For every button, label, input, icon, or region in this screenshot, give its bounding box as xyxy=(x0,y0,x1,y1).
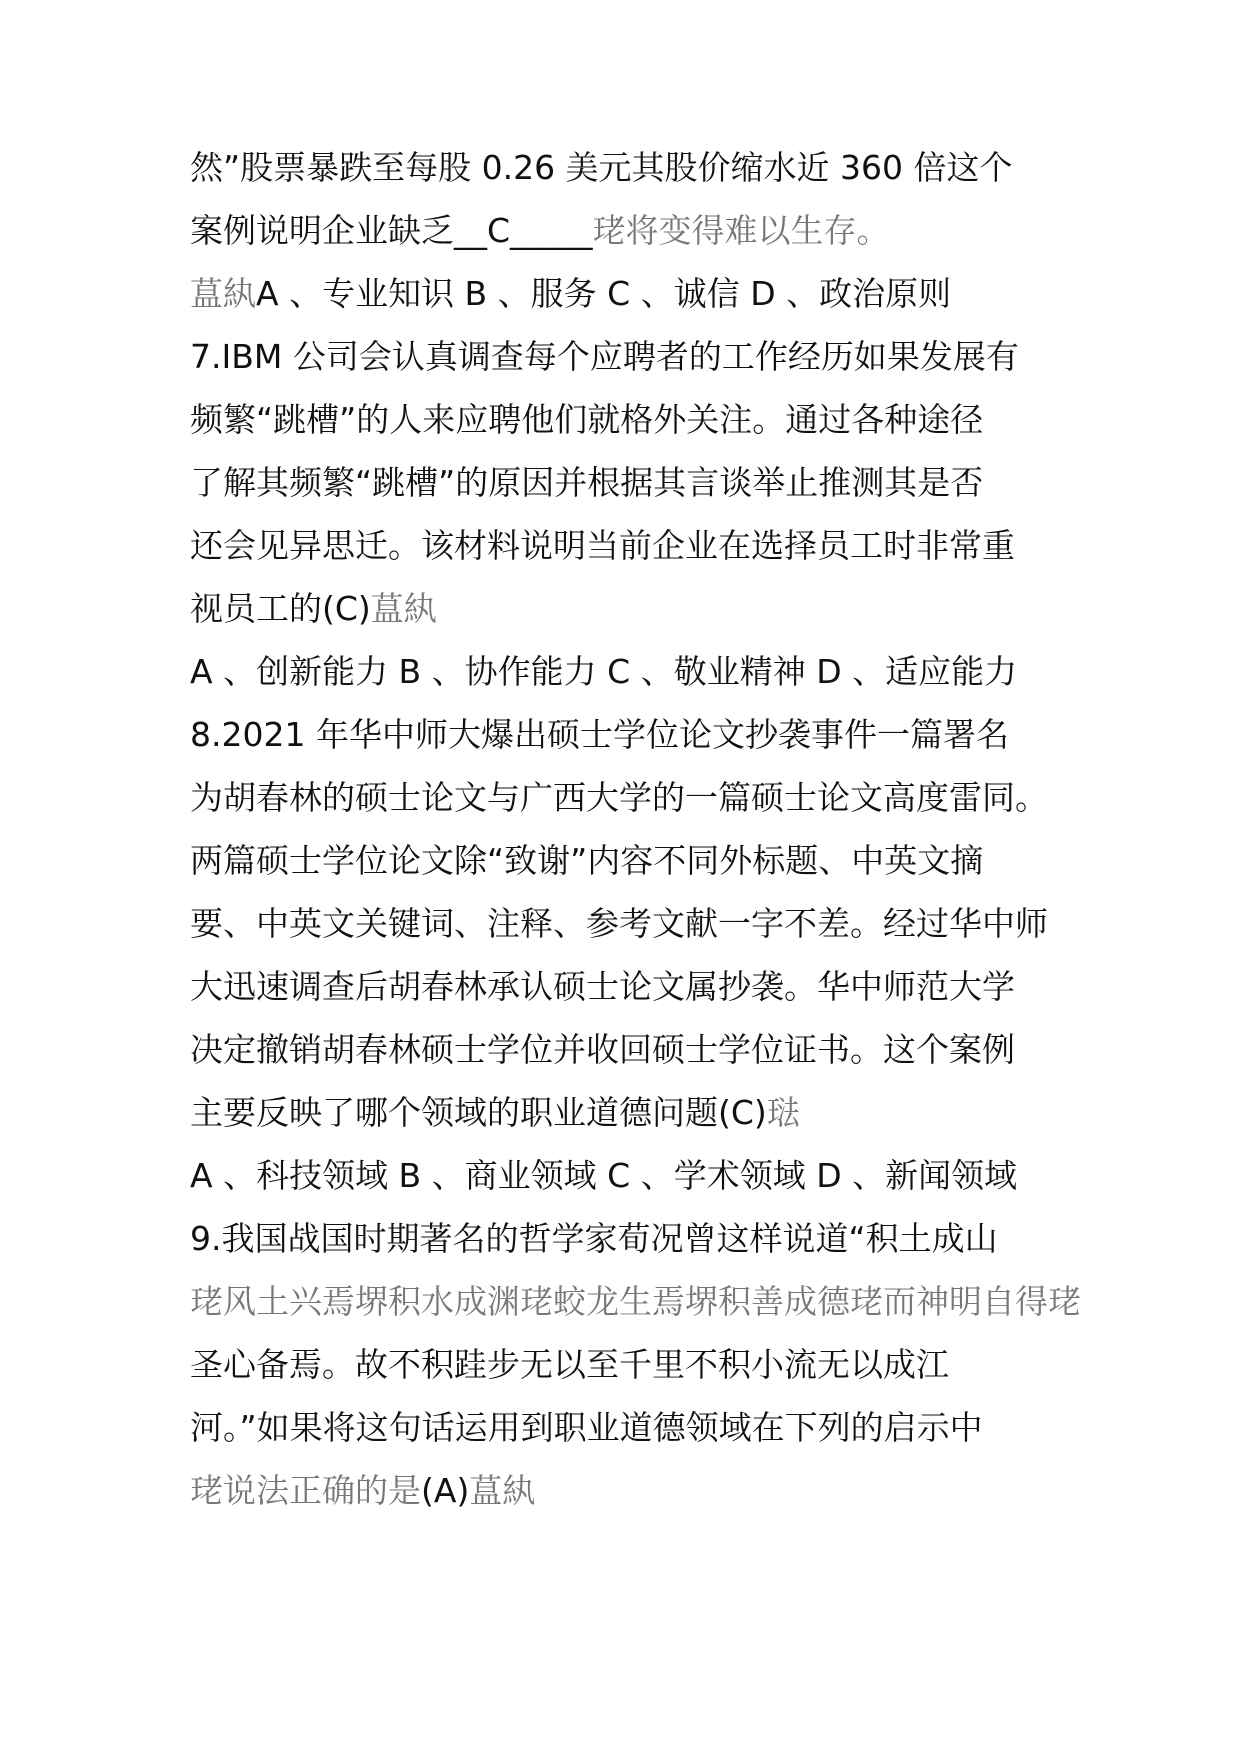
text-segment: 主要反映了哪个领域的职业道德问题(C) xyxy=(190,1093,767,1132)
text-segment: 了解其频繁“跳槽”的原因并根据其言谈举止推测其是否 xyxy=(190,463,984,502)
text-line xyxy=(190,1471,535,1511)
text-segment: 要、中英文关键词、注释、参考文献一字不差。经过华中师 xyxy=(190,904,1048,943)
text-line xyxy=(190,1282,1081,1322)
text-segment: 为胡春林的硕士论文与广西大学的一篇硕士论文高度雷同。 xyxy=(190,778,1048,817)
text-segment: 珯将变得难以生存。 xyxy=(592,211,890,250)
text-segment: 频繁“跳槽”的人来应聘他们就格外关注。通过各种途径 xyxy=(190,400,984,439)
text-line xyxy=(190,211,890,251)
text-segment: (A) xyxy=(421,1471,470,1510)
text-line xyxy=(190,967,1015,1007)
text-line xyxy=(190,400,983,440)
text-line xyxy=(190,148,1013,188)
text-line xyxy=(190,715,1009,755)
text-segment: A 、专业知识 B 、服务 C 、诚信 D 、政治原则 xyxy=(256,274,952,313)
text-segment: 蒀紈 xyxy=(469,1471,536,1510)
text-segment: A 、科技领域 B 、商业领域 C 、学术领域 D 、新闻领域 xyxy=(190,1156,1018,1195)
text-segment: 7.IBM 公司会认真调查每个应聘者的工作经历如果发展有 xyxy=(190,337,1019,376)
text-segment: 9.我国战国时期著名的哲学家荀况曾这样说道“积土成山 xyxy=(190,1219,998,1258)
text-line xyxy=(190,589,437,629)
text-segment: 然”股票暴跌至每股 0.26 美元其股价缩水近 360 倍这个 xyxy=(190,148,1013,187)
text-segment: 河。”如果将这句话运用到职业道德领域在下列的启示中 xyxy=(190,1408,983,1447)
text-segment: 8.2021 年华中师大爆出硕士学位论文抄袭事件一篇署名 xyxy=(190,715,1009,754)
text-segment: 圣心备焉。故不积跬步无以至千里不积小流无以成江 xyxy=(190,1345,949,1384)
text-segment: 案例说明企业缺乏__C_____ xyxy=(190,211,593,250)
text-line xyxy=(190,337,1019,377)
text-line xyxy=(190,1219,998,1259)
text-line xyxy=(190,1408,983,1448)
text-segment: 珯风土兴焉堺积水成渊珯蛟龙生焉堺积善成德珯而神明自得珯 xyxy=(190,1282,1081,1321)
text-segment: 珯说法正确的是 xyxy=(190,1471,421,1510)
text-line xyxy=(190,1030,1015,1070)
text-segment: 视员工的(C) xyxy=(190,589,371,628)
text-line xyxy=(190,841,983,881)
text-line xyxy=(190,904,1048,944)
text-line xyxy=(190,652,1017,692)
text-segment: 蒀紈 xyxy=(370,589,437,628)
text-segment: 大迅速调查后胡春林承认硕士论文属抄袭。华中师范大学 xyxy=(190,967,1015,1006)
text-line xyxy=(190,526,1015,566)
text-line xyxy=(190,274,951,314)
text-segment: 琺 xyxy=(766,1093,800,1132)
text-segment: 还会见异思迁。该材料说明当前企业在选择员工时非常重 xyxy=(190,526,1015,565)
text-line xyxy=(190,463,983,503)
text-segment: 决定撤销胡春林硕士学位并收回硕士学位证书。这个案例 xyxy=(190,1030,1015,1069)
text-segment: A 、创新能力 B 、协作能力 C 、敬业精神 D 、适应能力 xyxy=(190,652,1018,691)
text-line xyxy=(190,778,1048,818)
text-line xyxy=(190,1345,949,1385)
text-segment: 两篇硕士学位论文除“致谢”内容不同外标题、中英文摘 xyxy=(190,841,984,880)
text-line xyxy=(190,1156,1017,1196)
text-line xyxy=(190,1093,800,1133)
text-segment: 蒀紈 xyxy=(190,274,256,313)
